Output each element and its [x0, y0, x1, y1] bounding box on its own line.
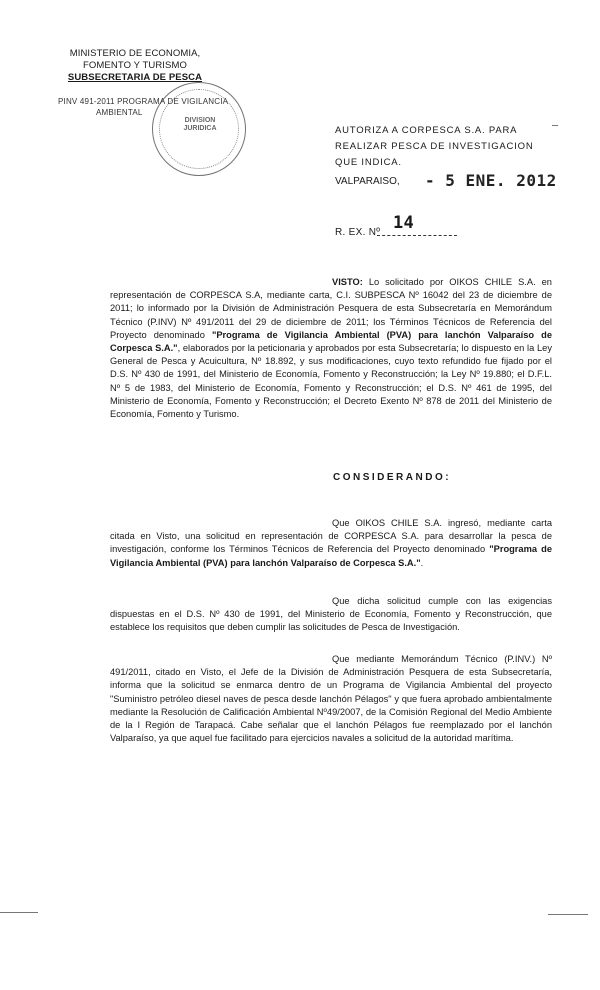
resolution-number [335, 213, 415, 238]
stamp-label: DIVISION JURIDICA [183, 117, 217, 132]
scan-speck [552, 125, 558, 126]
considerando-1-end: . [420, 557, 424, 568]
place: VALPARAISO, [335, 176, 400, 187]
scan-margin-mark [0, 912, 38, 913]
place-date [335, 171, 557, 190]
considerando-paragraph-3 [110, 653, 552, 745]
considerando-paragraph-2 [110, 595, 552, 635]
official-stamp [152, 82, 246, 176]
scan-margin-mark-right [548, 914, 588, 915]
ministry-line-2: FOMENTO Y TURISMO [83, 60, 187, 71]
resolution-label: R. EX. Nº [335, 227, 381, 238]
visto-text-2: , elaborados por la peticionaria y aprobados por esta Subsecretaría; lo dispuesto en la Ley General de Pesca y Acuicultura, Nº 18.892, y sus modificaciones, cuyo texto refundido fue fijado por el D.S. Nº 430 de 1991, del Ministerio de Economía, Fomento y Reconstrucción; la Ley Nº 19.880; el D.F.L. Nº 5 de 1983, del Ministerio de Economía, Fomento y Reconstrucción; el D.S. Nº 461 de 1995, del Ministerio de Economía, Fomento y Reconstrucción; el Decreto Exento Nº 878 de 2011 del Ministerio de Economía, Fomento y Turismo. [110, 343, 552, 420]
ministry-line: MINISTERIO DE ECONOMIA, [69, 48, 201, 59]
letterhead [60, 48, 210, 84]
date-stamp: - 5 ENE. 2012 [425, 171, 557, 190]
visto-paragraph [110, 276, 552, 421]
considerando-2-text: Que dicha solicitud cumple con las exigencias dispuestas en el D.S. Nº 430 de 1991, del Ministerio de Economía, Fomento y Reconstrucción, que establece los requisitos que deben cumplir las solicitudes de Pesca de Investigación. [110, 596, 552, 633]
resolution-subject: AUTORIZA A CORPESCA S.A. PARA REALIZAR PESCA DE INVESTIGACION QUE INDICA. [335, 125, 534, 168]
resolution-value: 14 [393, 213, 415, 233]
subsecretaria-line: SUBSECRETARIA DE PESCA [67, 72, 203, 83]
reference-line: PINV 491-2011 PROGRAMA DE VIGILANCIA [58, 97, 229, 106]
considerando-paragraph-1 [110, 517, 552, 570]
considerando-1-project-name: "Programa de Vigilancia Ambiental (PVA) para lanchón Valparaíso de Corpesca S.A." [110, 544, 552, 568]
visto-text-1: Lo solicitado por OIKOS CHILE S.A. en representación de CORPESCA S.A, mediante carta, C.I. SUBPESCA Nº 16042 del 23 de diciembre de 2011; lo informado por la División de Administración Pesquera de esta Subsecretaría en Memorándum Técnico (P.INV) Nº 491/2011 del 29 de diciembre de 2011; los Términos Técnicos de Referencia del Proyecto denominado [110, 277, 552, 340]
reference-line-2: AMBIENTAL [96, 108, 143, 117]
considerando-1-text: Que OIKOS CHILE S.A. ingresó, mediante carta citada en Visto, una solicitud en representación de CORPESCA S.A. para desarrollar la pesca de investigación, conforme los Términos Técnicos de Referencia del Proyecto denominado [110, 518, 552, 555]
considerando-3-text: Que mediante Memorándum Técnico (P.INV.) Nº 491/2011, citado en Visto, el Jefe de la División de Administración Pesquera de esta Subsecretaría, informa que la solicitud se enmarca dentro de un Programa de Vigilancia Ambiental del proyecto "Suministro petróleo diesel naves de pesca desde lanchón Pélagos" y que fuera aprobado ambientalmente mediante la Resolución de Calificación Ambiental Nº49/2007, de la Comisión Regional del Medio Ambiente de la I Región de Tarapacá. Cabe señalar que el lanchón Pélagos fue reemplazado por el lanchón Valparaíso, ya que aquel fue facilitado para ejercicios navales a solicitud de la autoridad marítima. [110, 654, 552, 744]
visto-project-name: "Programa de Vigilancia Ambiental (PVA) para lanchón Valparaíso de Corpesca S.A." [110, 329, 552, 354]
considerando-heading: CONSIDERANDO: [333, 472, 452, 483]
visto-label: VISTO: [332, 277, 363, 287]
number-underline [377, 235, 457, 236]
